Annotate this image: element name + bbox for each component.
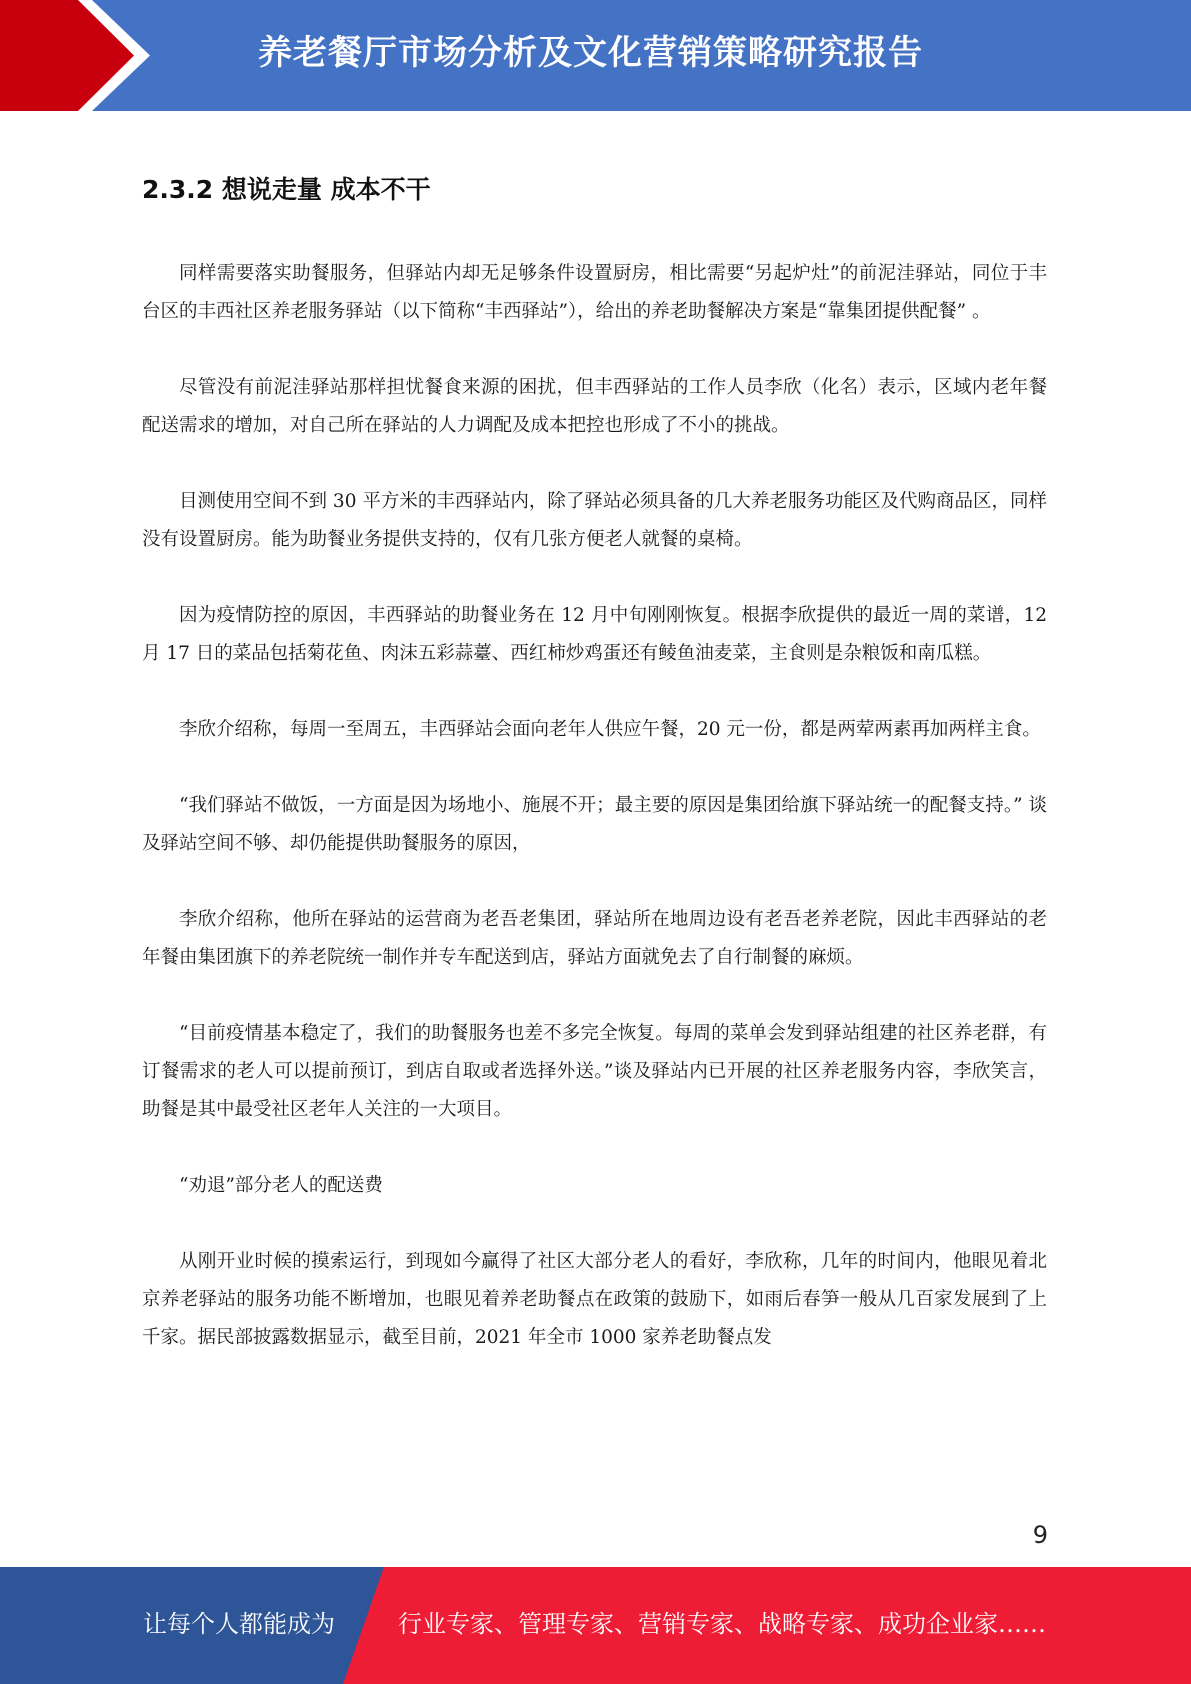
paragraph: 从刚开业时候的摸索运行，到现如今赢得了社区大部分老人的看好，李欣称，几年的时间内，他眼见着北京养老驿站的服务功能不断增加，也眼见着养老助餐点在政策的鼓励下，如雨后春笋一般从几百家发展到了上千家。据民部披露数据显示，截至目前，2021 年全市 1000 家养老助餐点发 — [142, 1251, 1047, 1348]
subheading-paragraph: “劝退”部分老人的配送费 — [179, 1175, 383, 1196]
page-number: 9 — [1032, 1521, 1048, 1549]
footer-slogan-left: 让每个人都能成为 — [143, 1610, 335, 1638]
paragraph: “目前疫情基本稳定了，我们的助餐服务也差不多完全恢复。每周的菜单会发到驿站组建的社区养老群，有订餐需求的老人可以提前预订，到店自取或者选择外送。”谈及驿站内已开展的社区养老服务内容，李欣笑言，助餐是其中最受社区老年人关注的一大项目。 — [142, 1023, 1047, 1120]
footer-banner — [0, 1567, 1191, 1684]
paragraph: 李欣介绍称，他所在驿站的运营商为老吾老集团，驿站所在地周边设有老吾老养老院，因此丰西驿站的老年餐由集团旗下的养老院统一制作并专车配送到店，驿站方面就免去了自行制餐的麻烦。 — [142, 909, 1047, 968]
section-heading: 2.3.2 想说走量 成本不干 — [142, 175, 431, 204]
paragraph: 目测使用空间不到 30 平方米的丰西驿站内，除了驿站必须具备的几大养老服务功能区及代购商品区，同样没有设置厨房。能为助餐业务提供支持的，仅有几张方便老人就餐的桌椅。 — [142, 491, 1047, 550]
paragraph: “我们驿站不做饭，一方面是因为场地小、施展不开；最主要的原因是集团给旗下驿站统一的配餐支持。” 谈及驿站空间不够、却仍能提供助餐服务的原因， — [142, 795, 1047, 854]
header-banner — [0, 0, 1191, 111]
report-title: 养老餐厅市场分析及文化营销策略研究报告 — [258, 33, 923, 73]
paragraph: 李欣介绍称，每周一至周五，丰西驿站会面向老年人供应午餐，20 元一份，都是两荤两素再加两样主食。 — [179, 719, 1041, 740]
paragraph: 同样需要落实助餐服务，但驿站内却无足够条件设置厨房，相比需要“另起炉灶”的前泥洼驿站，同位于丰台区的丰西社区养老服务驿站（以下简称“丰西驿站”），给出的养老助餐解决方案是“靠集团提供配餐” 。 — [142, 263, 1047, 322]
paragraph: 因为疫情防控的原因，丰西驿站的助餐业务在 12 月中旬刚刚恢复。根据李欣提供的最近一周的菜谱，12 月 17 日的菜品包括菊花鱼、肉沫五彩蒜薹、西红柿炒鸡蛋还有鲮鱼油麦菜，主食则是杂粮饭和南瓜糕。 — [142, 605, 1047, 664]
page-content — [142, 162, 1047, 1357]
footer-slogan-right: 行业专家、管理专家、营销专家、战略专家、成功企业家…… — [398, 1610, 1046, 1638]
paragraph: 尽管没有前泥洼驿站那样担忧餐食来源的困扰，但丰西驿站的工作人员李欣（化名）表示，区域内老年餐配送需求的增加，对自己所在驿站的人力调配及成本把控也形成了不小的挑战。 — [142, 377, 1047, 436]
